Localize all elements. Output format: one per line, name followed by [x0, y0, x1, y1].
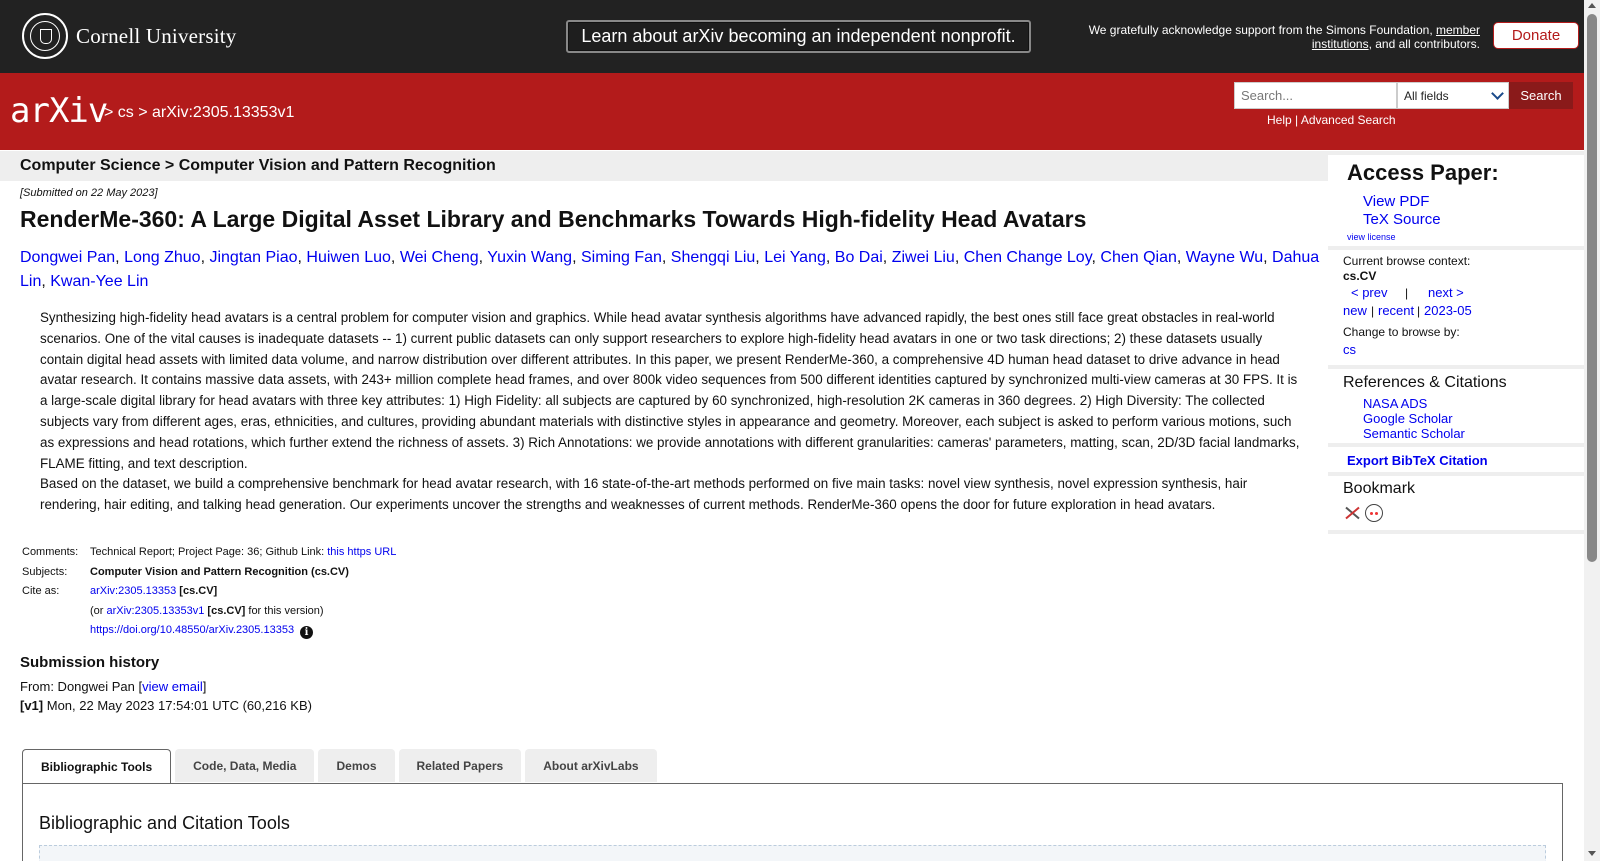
author-separator: ,	[1091, 249, 1101, 266]
cite-label: Cite as:	[22, 585, 60, 597]
sidebar-divider	[1328, 443, 1584, 447]
top-bar	[0, 0, 1584, 73]
author-separator: ,	[954, 249, 964, 266]
author-separator: ,	[297, 249, 307, 266]
sidebar-divider	[1328, 472, 1584, 476]
v1-text: Mon, 22 May 2023 17:54:01 UTC (60,216 KB)	[43, 698, 312, 713]
prev-link[interactable]: < prev	[1351, 285, 1388, 300]
submission-from	[20, 679, 206, 694]
author-separator: ,	[661, 249, 671, 266]
institutions-link[interactable]: institutions	[1311, 37, 1369, 51]
comments-label: Comments:	[22, 546, 79, 558]
labs-tabs	[22, 749, 661, 784]
search-button[interactable]: Search	[1509, 82, 1573, 109]
tab-bibliographic-tools[interactable]: Bibliographic Tools	[22, 749, 171, 784]
references-heading: References & Citations	[1343, 374, 1507, 391]
prev-next-sep: |	[1405, 286, 1409, 300]
v1-label: [v1]	[20, 698, 44, 713]
bookmark-heading: Bookmark	[1343, 480, 1416, 497]
author-list	[20, 246, 1320, 294]
comments-text: Technical Report; Project Page: 36; Github Link:	[90, 546, 328, 558]
github-link[interactable]: this https URL	[327, 546, 397, 558]
from-prefix: From: Dongwei Pan [	[20, 679, 143, 694]
abstract-paragraph-1: Synthesizing high-fidelity head avatars is a central problem for computer vision and graphics. While head avatar synthesis algorithms have advanced rapidly, the best ones still face great obstacles in real-world scenarios. One of the vital causes is inadequate datasets -- 1) current public datasets can only support researchers to explore high-fidelity head avatars in one or two task directions; 2) these datasets usually contain digital head assets with limited data volume, and narrow distribution over different attributes. In this paper, we present RenderMe-360, a comprehensive 4D human head dataset to drive advance in head avatar research. It contains massive data assets, with 243+ million complete head frames, and over 800k video sequences from 500 different identities captured by synchronized multi-view cameras at 30 FPS. It is a large-scale digital library for head avatars with three key attributes: 1) High Fidelity: all subjects are captured by 60 synchronized, high-resolution 2K cameras in 360 degrees. 2) High Diversity: The collected subjects vary from different ages, eras, ethnicities, and cultures, providing abundant materials with distinctive styles in appearance and geometry. Moreover, each subject is asked to perform various motions, such as expressions and head rotations, which further extend the richness of assets. 3) Rich Annotations: we provide annotations with different granularities: cameras' parameters, matting, scan, 2D/3D facial landmarks, FLAME fitting, and text description.	[40, 310, 1300, 471]
tab-code-data-media[interactable]: Code, Data, Media	[175, 749, 314, 782]
author-separator: ,	[1263, 249, 1273, 266]
version-v1	[20, 698, 312, 713]
arxiv-header	[0, 73, 1584, 150]
author-link[interactable]: Yuxin Wang	[487, 249, 573, 266]
help-link[interactable]: Help	[1267, 113, 1292, 127]
author-link[interactable]: Wei Cheng	[399, 249, 479, 266]
author-separator: ,	[478, 249, 488, 266]
crumb-sep: >	[104, 104, 118, 121]
blank-label	[22, 621, 90, 641]
arxiv-logo-text: arXiv	[10, 91, 108, 131]
author-link[interactable]: Chen Change Loy	[963, 249, 1092, 266]
export-bibtex-link[interactable]: Export BibTeX Citation	[1347, 453, 1488, 468]
category-band	[0, 151, 1328, 181]
doi-link[interactable]: https://doi.org/10.48550/arXiv.2305.13353	[90, 624, 295, 636]
sidebar-divider	[1328, 365, 1584, 369]
recent-link[interactable]: recent	[1378, 303, 1415, 318]
tab-panel-heading: Bibliographic and Citation Tools	[39, 813, 290, 833]
author-link[interactable]: Dongwei Pan	[20, 249, 116, 266]
view-email-link[interactable]: view email	[142, 679, 203, 694]
paper-title: RenderMe-360: A Large Digital Asset Library and Benchmarks Towards High-fidelity Head Avatars	[20, 206, 1087, 232]
chevron-down-icon	[1491, 87, 1504, 100]
abstract	[40, 308, 1300, 516]
tex-source-link[interactable]: TeX Source	[1363, 211, 1441, 228]
announcement-banner[interactable]	[566, 20, 1031, 53]
announcement-text: Learn about arXiv becoming an independent nonprofit.	[581, 26, 1016, 46]
tab-related-papers[interactable]: Related Papers	[399, 749, 522, 782]
tab-about-arxivlabs[interactable]: About arXivLabs	[525, 749, 656, 782]
author-separator: ,	[755, 249, 765, 266]
acknowledgement	[1070, 23, 1480, 51]
submitted-date: [Submitted on 22 May 2023]	[20, 187, 158, 199]
bookmark-icons	[1343, 504, 1383, 522]
new-link[interactable]: new	[1343, 303, 1367, 318]
search-placeholder: Search...	[1241, 88, 1294, 103]
author-separator: ,	[825, 249, 835, 266]
sep: |	[1417, 304, 1421, 318]
cite-v1-category: [cs.CV]	[204, 604, 246, 617]
author-separator: ,	[572, 249, 581, 266]
author-separator: ,	[882, 249, 892, 266]
author-separator: ,	[1176, 249, 1186, 266]
author-separator: ,	[115, 249, 125, 266]
abstract-paragraph-2: Based on the dataset, we build a comprehensive benchmark for head avatar research, with 16 state-of-the-art methods performed on five main tasks: novel view synthesis, novel expression synthesis, hair rendering, hair editing, and talking head generation. Our experiments uncover the strengths and weaknesses of current methods. RenderMe-360 opens the door for future exploration in head avatars.	[40, 476, 1248, 513]
submission-history-heading: Submission history	[20, 654, 160, 671]
tab-panel-box	[39, 845, 1546, 861]
category-title: Computer Science > Computer Vision and Pattern Recognition	[20, 157, 496, 174]
browse-context-value: cs.CV	[1343, 269, 1377, 283]
donate-button[interactable]: Donate	[1493, 22, 1579, 49]
arxiv-logo[interactable]	[10, 91, 107, 131]
search-input[interactable]	[1234, 82, 1397, 109]
author-link[interactable]: Huiwen Luo	[306, 249, 391, 266]
subjects-label: Subjects:	[22, 565, 68, 578]
cornell-logo[interactable]	[22, 13, 237, 59]
browse-cs-link[interactable]: cs	[1343, 342, 1356, 357]
author-link[interactable]: Dahua Lin	[20, 249, 1320, 290]
change-browse-label: Change to browse by:	[1343, 325, 1460, 339]
reddit-icon[interactable]	[1365, 504, 1383, 522]
browse-context-label: Current browse context:	[1343, 254, 1471, 268]
author-link[interactable]: Bo Dai	[834, 249, 883, 266]
next-link[interactable]: next >	[1428, 285, 1464, 300]
crumb-sep: >	[133, 104, 153, 121]
search-field-value: All fields	[1404, 88, 1449, 103]
author-link[interactable]: Kwan-Yee Lin	[50, 273, 149, 290]
scrollbar-thumb[interactable]	[1587, 14, 1597, 562]
advanced-search-link[interactable]: Advanced Search	[1300, 113, 1396, 127]
bibsonomy-icon[interactable]	[1343, 504, 1361, 522]
blank-label	[22, 602, 90, 622]
member-link[interactable]: member	[1435, 23, 1480, 37]
author-link[interactable]: Lei Yang	[764, 249, 826, 266]
info-icon[interactable]: i	[300, 626, 313, 639]
author-link[interactable]: Wayne Wu	[1185, 249, 1264, 266]
from-suffix: ]	[202, 679, 207, 694]
author-separator: ,	[390, 249, 400, 266]
cite-or: (or	[90, 604, 107, 617]
nasa-ads-link[interactable]: NASA ADS	[1363, 396, 1428, 411]
cornell-name: Cornell University	[76, 23, 237, 48]
author-link[interactable]: Siming Fan	[580, 249, 662, 266]
author-link[interactable]: Shengqi Liu	[670, 249, 756, 266]
access-paper-heading: Access Paper:	[1347, 160, 1499, 185]
author-separator: ,	[41, 273, 51, 290]
ack-prefix: We gratefully acknowledge support from the Simons Foundation,	[1088, 23, 1436, 37]
sep: |	[1371, 304, 1375, 318]
ack-suffix: , and all contributors.	[1368, 37, 1480, 51]
sidebar-divider	[1328, 530, 1584, 534]
tab-demos[interactable]: Demos	[318, 749, 394, 782]
cite-v1-link[interactable]: arXiv:2305.13353v1	[106, 604, 205, 617]
month-link[interactable]: 2023-05	[1424, 303, 1472, 318]
author-link[interactable]: Jingtan Piao	[209, 249, 298, 266]
crumb-cs-link[interactable]: cs	[117, 104, 134, 121]
search-field-select[interactable]	[1397, 82, 1509, 109]
help-sep: |	[1291, 113, 1301, 127]
scroll-up-icon[interactable]	[1588, 3, 1596, 8]
sidebar-divider	[1328, 151, 1584, 155]
help-links	[1267, 113, 1396, 127]
view-license-link[interactable]: view license	[1347, 232, 1396, 242]
author-link[interactable]: Long Zhuo	[124, 249, 201, 266]
subjects-value: Computer Vision and Pattern Recognition (cs.CV)	[90, 565, 349, 578]
author-link[interactable]: Chen Qian	[1100, 249, 1177, 266]
google-scholar-link[interactable]: Google Scholar	[1363, 411, 1453, 426]
crumb-paper-id: arXiv:2305.13353v1	[152, 104, 295, 121]
metadata-table	[22, 543, 396, 641]
semantic-scholar-link[interactable]: Semantic Scholar	[1363, 426, 1465, 441]
author-link[interactable]: Ziwei Liu	[891, 249, 955, 266]
breadcrumb	[104, 104, 294, 122]
scroll-down-icon[interactable]	[1588, 851, 1596, 856]
cite-category: [cs.CV]	[176, 585, 218, 597]
cite-v1-suffix: for this version)	[245, 604, 324, 617]
tab-panel	[22, 783, 1563, 861]
view-pdf-link[interactable]: View PDF	[1363, 193, 1430, 210]
author-separator: ,	[200, 249, 210, 266]
cite-id-link[interactable]: arXiv:2305.13353	[90, 585, 177, 597]
sidebar-divider	[1328, 246, 1584, 250]
cornell-seal-icon	[22, 13, 68, 59]
